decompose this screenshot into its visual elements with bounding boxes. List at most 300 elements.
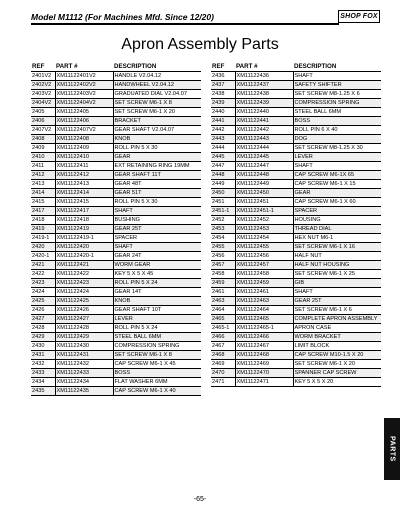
ref-cell: 2426: [31, 305, 55, 314]
page-title: Apron Assembly Parts: [121, 36, 279, 53]
logo-text: SHOP FOX: [340, 13, 378, 20]
table-row: [31, 242, 201, 251]
ref-cell: 2431: [31, 350, 55, 359]
description-cell: GEAR 25T: [113, 224, 201, 233]
column-header-part: PART #: [56, 62, 78, 70]
part-number-cell: XM11122429: [55, 332, 113, 341]
ref-cell: 2458: [211, 269, 235, 278]
ref-cell: 2432: [31, 359, 55, 368]
parts-table-right-body: [211, 71, 381, 386]
page-number: -65-: [193, 496, 207, 503]
description-cell: DOG: [293, 134, 381, 143]
part-number-cell: XM11122433: [55, 368, 113, 377]
part-number-cell: XM11122457: [235, 260, 293, 269]
description-cell: GEAR SHAFT 10T: [113, 305, 201, 314]
ref-cell: 2450: [211, 188, 235, 197]
description-cell: ROLL PIN 5 X 24: [113, 323, 201, 332]
part-number-cell: XM11122428: [55, 323, 113, 332]
description-cell: GIB: [293, 278, 381, 287]
part-number-cell: XM11122430: [55, 341, 113, 350]
table-row: [31, 386, 201, 395]
description-cell: GEAR: [293, 188, 381, 197]
ref-cell: 2420-1: [31, 251, 55, 260]
part-number-cell: XM11122456: [235, 251, 293, 260]
ref-cell: 2411: [31, 161, 55, 170]
table-row: [31, 251, 201, 260]
table-row: [211, 215, 381, 224]
table-header-row: [211, 62, 381, 71]
ref-cell: 2468: [211, 350, 235, 359]
part-number-cell: XM11122441: [235, 116, 293, 125]
ref-cell: 2465: [211, 314, 235, 323]
column-header-description: DESCRIPTION: [114, 62, 157, 70]
part-number-cell: XM11122445: [235, 152, 293, 161]
table-row: [31, 107, 201, 116]
part-number-cell: XM11122426: [55, 305, 113, 314]
part-number-cell: XM11122444: [235, 143, 293, 152]
table-row: [31, 206, 201, 215]
description-cell: ROLL PIN 5 X 30: [113, 197, 201, 206]
table-row: [31, 359, 201, 368]
ref-cell: 2419-1: [31, 233, 55, 242]
table-row: [211, 350, 381, 359]
ref-cell: 2406: [31, 116, 55, 125]
part-number-cell: XM11122469: [235, 359, 293, 368]
table-row: [31, 98, 201, 107]
part-number-cell: XM11122410: [55, 152, 113, 161]
description-cell: CAP SCREW M6-1X 65: [293, 170, 381, 179]
ref-cell: 2438: [211, 89, 235, 98]
part-number-cell: XM11122442: [235, 125, 293, 134]
description-cell: SPACER: [293, 206, 381, 215]
part-number-cell: XM11122453: [235, 224, 293, 233]
column-header-part: PART #: [236, 62, 258, 70]
description-cell: SET SCREW M6-1 X 6: [293, 305, 381, 314]
part-number-cell: XM11122440: [235, 107, 293, 116]
table-row: [211, 116, 381, 125]
ref-cell: 2453: [211, 224, 235, 233]
part-number-cell: XM11122423: [55, 278, 113, 287]
ref-cell: 2469: [211, 359, 235, 368]
column-header-description: DESCRIPTION: [294, 62, 337, 70]
ref-cell: 2430: [31, 341, 55, 350]
table-row: [211, 206, 381, 215]
description-cell: GEAR 14T: [113, 287, 201, 296]
table-row: [31, 224, 201, 233]
description-cell: SET SCREW M6-1 X 8: [113, 98, 201, 107]
page-header: [31, 9, 380, 25]
description-cell: KEY 5 X 5 X 20: [293, 377, 381, 386]
ref-cell: 2465-1: [211, 323, 235, 332]
part-number-cell: XM11122409: [55, 143, 113, 152]
section-tab-parts: [384, 418, 400, 480]
part-number-cell: XM11122412: [55, 170, 113, 179]
part-number-cell: XM11122450: [235, 188, 293, 197]
description-cell: SET SCREW M6-1 X 20: [113, 107, 201, 116]
table-row: [31, 188, 201, 197]
description-cell: SPACER: [113, 233, 201, 242]
ref-cell: 2447: [211, 161, 235, 170]
part-number-cell: XM11122466: [235, 332, 293, 341]
description-cell: COMPLETE APRON ASSEMBLY: [293, 314, 381, 323]
description-cell: GEAR 25T: [293, 296, 381, 305]
table-row: [31, 80, 201, 89]
table-row: [31, 134, 201, 143]
ref-cell: 2402V2: [31, 80, 55, 89]
part-number-cell: XM11122463: [235, 296, 293, 305]
parts-table-left: [31, 62, 201, 396]
ref-cell: 2408: [31, 134, 55, 143]
ref-cell: 2420: [31, 242, 55, 251]
table-row: [211, 179, 381, 188]
table-row: [31, 260, 201, 269]
description-cell: SET SCREW M6-1 X 8: [113, 350, 201, 359]
table-row: [31, 197, 201, 206]
table-row: [31, 305, 201, 314]
part-number-cell: XM11122401V2: [55, 71, 113, 80]
description-cell: SHAFT: [293, 161, 381, 170]
ref-cell: 2452: [211, 215, 235, 224]
table-row: [211, 125, 381, 134]
part-number-cell: XM11122408: [55, 134, 113, 143]
part-number-cell: XM11122420: [55, 242, 113, 251]
ref-cell: 2435: [31, 386, 55, 395]
table-row: [211, 161, 381, 170]
table-row: [31, 278, 201, 287]
part-number-cell: XM11122425: [55, 296, 113, 305]
ref-cell: 2451-1: [211, 206, 235, 215]
ref-cell: 2448: [211, 170, 235, 179]
part-number-cell: XM11122424: [55, 287, 113, 296]
model-line: Model M1112 (For Machines Mfd. Since 12/20): [31, 12, 214, 22]
description-cell: FLAT WASHER 6MM: [113, 377, 201, 386]
part-number-cell: XM11122465-1: [235, 323, 293, 332]
description-cell: SHAFT: [113, 206, 201, 215]
part-number-cell: XM11122432: [55, 359, 113, 368]
ref-cell: 2415: [31, 197, 55, 206]
description-cell: CAP SCREW M10-1.5 X 20: [293, 350, 381, 359]
table-row: [211, 377, 381, 386]
description-cell: HANDLE V2.04.12: [113, 71, 201, 80]
part-number-cell: XM11122431: [55, 350, 113, 359]
table-row: [211, 278, 381, 287]
description-cell: KNOB: [113, 296, 201, 305]
table-row: [31, 170, 201, 179]
description-cell: HALF NUT HOUSING: [293, 260, 381, 269]
parts-table-left-body: [31, 71, 201, 395]
table-row: [31, 368, 201, 377]
description-cell: GRADUATED DIAL V2.04.07: [113, 89, 201, 98]
table-row: [31, 161, 201, 170]
part-number-cell: XM11122458: [235, 269, 293, 278]
description-cell: SET SCREW M6-1 X 20: [293, 359, 381, 368]
part-number-cell: XM11122451: [235, 197, 293, 206]
ref-cell: 2417: [31, 206, 55, 215]
parts-table-right: [211, 62, 381, 387]
ref-cell: 2449: [211, 179, 235, 188]
part-number-cell: XM11122454: [235, 233, 293, 242]
part-number-cell: XM11122438: [235, 89, 293, 98]
part-number-cell: XM11122402V2: [55, 80, 113, 89]
table-row: [31, 296, 201, 305]
table-row: [211, 170, 381, 179]
ref-cell: 2403V2: [31, 89, 55, 98]
table-row: [211, 269, 381, 278]
section-tab-label: PARTS: [388, 436, 396, 462]
table-row: [31, 350, 201, 359]
table-row: [31, 323, 201, 332]
table-row: [31, 314, 201, 323]
part-number-cell: XM11122448: [235, 170, 293, 179]
table-row: [31, 269, 201, 278]
description-cell: BRACKET: [113, 116, 201, 125]
description-cell: ROLL PIN 6 X 40: [293, 125, 381, 134]
ref-cell: 2463: [211, 296, 235, 305]
table-row: [211, 107, 381, 116]
table-row: [211, 287, 381, 296]
part-number-cell: XM11122451-1: [235, 206, 293, 215]
part-number-cell: XM11122427: [55, 314, 113, 323]
table-row: [211, 197, 381, 206]
description-cell: KEY 5 X 5 X 45: [113, 269, 201, 278]
ref-cell: 2409: [31, 143, 55, 152]
description-cell: WORM BRACKET: [293, 332, 381, 341]
ref-cell: 2444: [211, 143, 235, 152]
ref-cell: 2466: [211, 332, 235, 341]
ref-cell: 2421: [31, 260, 55, 269]
table-row: [211, 80, 381, 89]
ref-cell: 2425: [31, 296, 55, 305]
description-cell: SET SCREW M8-1.25 X 6: [293, 89, 381, 98]
ref-cell: 2422: [31, 269, 55, 278]
part-number-cell: XM11122405: [55, 107, 113, 116]
ref-cell: 2429: [31, 332, 55, 341]
part-number-cell: XM11122464: [235, 305, 293, 314]
part-number-cell: XM11122404V2: [55, 98, 113, 107]
description-cell: GEAR 51T: [113, 188, 201, 197]
description-cell: GEAR: [113, 152, 201, 161]
table-row: [31, 215, 201, 224]
part-number-cell: XM11122419: [55, 224, 113, 233]
part-number-cell: XM11122443: [235, 134, 293, 143]
part-number-cell: XM11122470: [235, 368, 293, 377]
description-cell: CAP SCREW M6-1 X 45: [113, 359, 201, 368]
ref-cell: 2414: [31, 188, 55, 197]
part-number-cell: XM11122437: [235, 80, 293, 89]
table-row: [211, 251, 381, 260]
ref-cell: 2404V2: [31, 98, 55, 107]
description-cell: SHAFT: [293, 287, 381, 296]
description-cell: SHAFT: [293, 71, 381, 80]
description-cell: HEX NUT M6-1: [293, 233, 381, 242]
description-cell: WORM GEAR: [113, 260, 201, 269]
part-number-cell: XM11122461: [235, 287, 293, 296]
table-row: [211, 260, 381, 269]
part-number-cell: XM11122418: [55, 215, 113, 224]
part-number-cell: XM11122411: [55, 161, 113, 170]
description-cell: LEVER: [113, 314, 201, 323]
ref-cell: 2454: [211, 233, 235, 242]
ref-cell: 2455: [211, 242, 235, 251]
part-number-cell: XM11122447: [235, 161, 293, 170]
part-number-cell: XM11122403V2: [55, 89, 113, 98]
description-cell: SHAFT: [113, 242, 201, 251]
ref-cell: 2436: [211, 71, 235, 80]
part-number-cell: XM11122436: [235, 71, 293, 80]
table-row: [211, 323, 381, 332]
table-row: [31, 152, 201, 161]
table-row: [31, 179, 201, 188]
table-row: [211, 296, 381, 305]
ref-cell: 2428: [31, 323, 55, 332]
description-cell: HALF NUT: [293, 251, 381, 260]
part-number-cell: XM11122468: [235, 350, 293, 359]
ref-cell: 2419: [31, 224, 55, 233]
ref-cell: 2451: [211, 197, 235, 206]
ref-cell: 2441: [211, 116, 235, 125]
description-cell: SAFETY SHIFTER: [293, 80, 381, 89]
table-row: [31, 71, 201, 80]
table-header-row: [31, 62, 201, 71]
ref-cell: 2407V2: [31, 125, 55, 134]
ref-cell: 2434: [31, 377, 55, 386]
table-row: [31, 143, 201, 152]
ref-cell: 2467: [211, 341, 235, 350]
table-row: [211, 314, 381, 323]
description-cell: EXT RETAINING RING 19MM: [113, 161, 201, 170]
table-row: [31, 125, 201, 134]
table-row: [211, 305, 381, 314]
description-cell: LEVER: [293, 152, 381, 161]
shop-fox-logo: [338, 10, 380, 23]
ref-cell: 2439: [211, 98, 235, 107]
ref-cell: 2442: [211, 125, 235, 134]
part-number-cell: XM11122415: [55, 197, 113, 206]
table-row: [211, 242, 381, 251]
part-number-cell: XM11122449: [235, 179, 293, 188]
table-row: [31, 377, 201, 386]
description-cell: COMPRESSION SPRING: [293, 98, 381, 107]
part-number-cell: XM11122421: [55, 260, 113, 269]
part-number-cell: XM11122413: [55, 179, 113, 188]
column-header-ref: REF: [212, 62, 225, 70]
table-row: [211, 188, 381, 197]
table-row: [31, 341, 201, 350]
description-cell: GEAR 24T: [113, 251, 201, 260]
ref-cell: 2443: [211, 134, 235, 143]
ref-cell: 2418: [31, 215, 55, 224]
ref-cell: 2424: [31, 287, 55, 296]
ref-cell: 2433: [31, 368, 55, 377]
ref-cell: 2440: [211, 107, 235, 116]
table-row: [211, 368, 381, 377]
description-cell: HANDWHEEL V2.04.12: [113, 80, 201, 89]
table-row: [31, 332, 201, 341]
part-number-cell: XM11122459: [235, 278, 293, 287]
part-number-cell: XM11122420-1: [55, 251, 113, 260]
part-number-cell: XM11122419-1: [55, 233, 113, 242]
description-cell: COMPRESSION SPRING: [113, 341, 201, 350]
table-row: [31, 89, 201, 98]
description-cell: CAP SCREW M6-1 X 15: [293, 179, 381, 188]
description-cell: THREAD DIAL: [293, 224, 381, 233]
table-row: [211, 98, 381, 107]
column-header-ref: REF: [32, 62, 45, 70]
part-number-cell: XM11122407V2: [55, 125, 113, 134]
description-cell: GEAR SHAFT 11T: [113, 170, 201, 179]
description-cell: BUSHING: [113, 215, 201, 224]
ref-cell: 2412: [31, 170, 55, 179]
table-row: [211, 89, 381, 98]
header-rule: [31, 23, 339, 25]
description-cell: ROLL PIN 5 X 30: [113, 143, 201, 152]
description-cell: ROLL PIN 5 X 24: [113, 278, 201, 287]
part-number-cell: XM11122422: [55, 269, 113, 278]
table-row: [211, 359, 381, 368]
description-cell: SET SCREW M6-1 X 25: [293, 269, 381, 278]
ref-cell: 2437: [211, 80, 235, 89]
table-row: [211, 233, 381, 242]
description-cell: STEEL BALL 6MM: [293, 107, 381, 116]
description-cell: LIMIT BLOCK: [293, 341, 381, 350]
part-number-cell: XM11122452: [235, 215, 293, 224]
table-row: [31, 116, 201, 125]
ref-cell: 2445: [211, 152, 235, 161]
table-row: [211, 134, 381, 143]
ref-cell: 2457: [211, 260, 235, 269]
table-row: [211, 224, 381, 233]
part-number-cell: XM11122467: [235, 341, 293, 350]
table-row: [211, 341, 381, 350]
description-cell: BOSS: [293, 116, 381, 125]
part-number-cell: XM11122435: [55, 386, 113, 395]
table-row: [31, 287, 201, 296]
part-number-cell: XM11122406: [55, 116, 113, 125]
ref-cell: 2405: [31, 107, 55, 116]
ref-cell: 2464: [211, 305, 235, 314]
description-cell: GEAR SHAFT V2.04.07: [113, 125, 201, 134]
part-number-cell: XM11122417: [55, 206, 113, 215]
description-cell: KNOB: [113, 134, 201, 143]
ref-cell: 2413: [31, 179, 55, 188]
ref-cell: 2456: [211, 251, 235, 260]
part-number-cell: XM11122414: [55, 188, 113, 197]
description-cell: SET SCREW M6-1 X 16: [293, 242, 381, 251]
table-row: [211, 332, 381, 341]
part-number-cell: XM11122455: [235, 242, 293, 251]
part-number-cell: XM11122439: [235, 98, 293, 107]
description-cell: STEEL BALL 6MM: [113, 332, 201, 341]
table-row: [31, 233, 201, 242]
description-cell: BOSS: [113, 368, 201, 377]
ref-cell: 2423: [31, 278, 55, 287]
ref-cell: 2410: [31, 152, 55, 161]
part-number-cell: XM11122471: [235, 377, 293, 386]
table-row: [211, 71, 381, 80]
ref-cell: 2427: [31, 314, 55, 323]
description-cell: CAP SCREW M6-1 X 60: [293, 197, 381, 206]
description-cell: APRON CASE: [293, 323, 381, 332]
description-cell: SPANNER CAP SCREW: [293, 368, 381, 377]
description-cell: HOUSING: [293, 215, 381, 224]
table-row: [211, 143, 381, 152]
ref-cell: 2470: [211, 368, 235, 377]
ref-cell: 2401V2: [31, 71, 55, 80]
table-row: [211, 152, 381, 161]
ref-cell: 2471: [211, 377, 235, 386]
description-cell: CAP SCREW M6-1 X 40: [113, 386, 201, 395]
part-number-cell: XM11122434: [55, 377, 113, 386]
